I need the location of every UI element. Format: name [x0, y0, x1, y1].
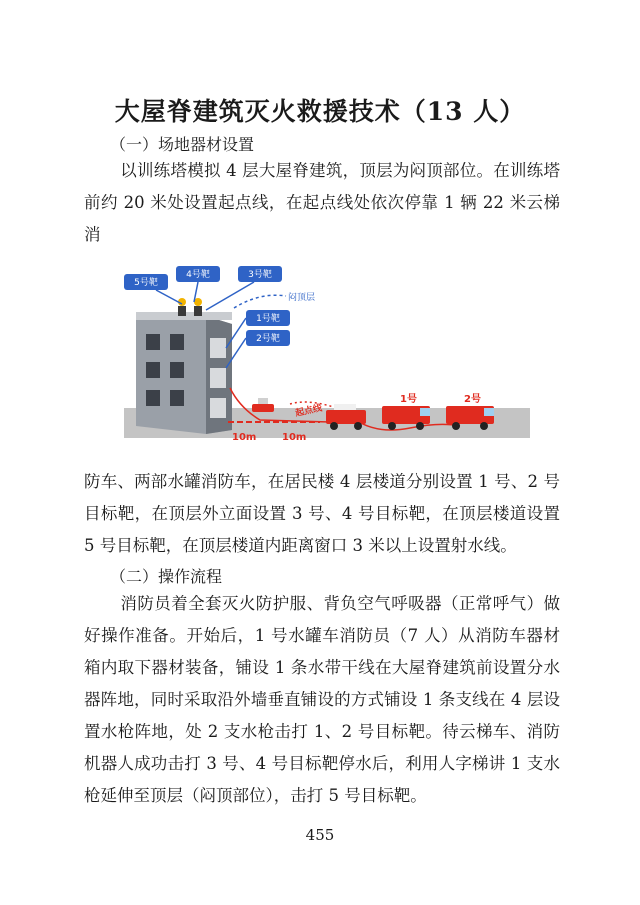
target-2-label: 2号靶 — [256, 334, 280, 344]
site-diagram — [110, 258, 530, 448]
target-4-label: 4号靶 — [186, 270, 210, 280]
target-3-label: 3号靶 — [248, 270, 272, 280]
truck-2-label: 2号 — [464, 394, 481, 405]
truck-1-label: 1号 — [400, 394, 417, 405]
section1-paragraph-2: 防车、两部水罐消防车，在居民楼 4 层楼道分别设置 1 号、2 号目标靶，在顶层外立面设置 3 号、4 号目标靶，在顶层楼道设置 5 号目标靶，在顶层楼道内距离窗口 3 米以上设置射水线。 — [84, 472, 560, 555]
page-title: 大屋脊建筑灭火救援技术（13 人） — [114, 97, 526, 126]
section2-paragraph: 消防员着全套灭火防护服、背负空气呼吸器（正常呼气）做好操作准备。开始后，1 号水罐车消防员（7 人）从消防车器材箱内取下器材装备，铺设 1 条水带干线在大屋脊建筑前设置分水器阵地，同时采取沿外墙垂直铺设的方式铺设 1 条支线在 4 层设置水枪阵地，处 2 支水枪击打 1、2 号目标靶。待云梯车、消防机器人成功击打 3 号、4 号目标靶停水后，利用人字梯讲 1 支水枪延伸至顶层（闷顶部位），击打 5 号目标靶。 — [84, 594, 560, 805]
start-line-label: 起点线 — [294, 403, 324, 419]
distance-label-1: 10m — [232, 432, 257, 443]
section1-heading: （一）场地器材设置 — [110, 135, 255, 154]
page-number: 455 — [305, 826, 335, 844]
distance-label-2: 10m — [282, 432, 307, 443]
section1-paragraph-1: 以训练塔模拟 4 层大屋脊建筑，顶层为闷顶部位。在训练塔前约 20 米处设置起点线，在起点线处依次停靠 1 辆 22 米云梯消 — [84, 161, 560, 244]
fire-robot-icon — [252, 398, 274, 412]
target-5-label: 5号靶 — [134, 278, 158, 288]
target-1-label: 1号靶 — [256, 314, 280, 324]
attic-label: 闷顶层 — [288, 293, 316, 303]
section2-heading: （二）操作流程 — [110, 567, 223, 586]
training-tower — [136, 312, 232, 434]
